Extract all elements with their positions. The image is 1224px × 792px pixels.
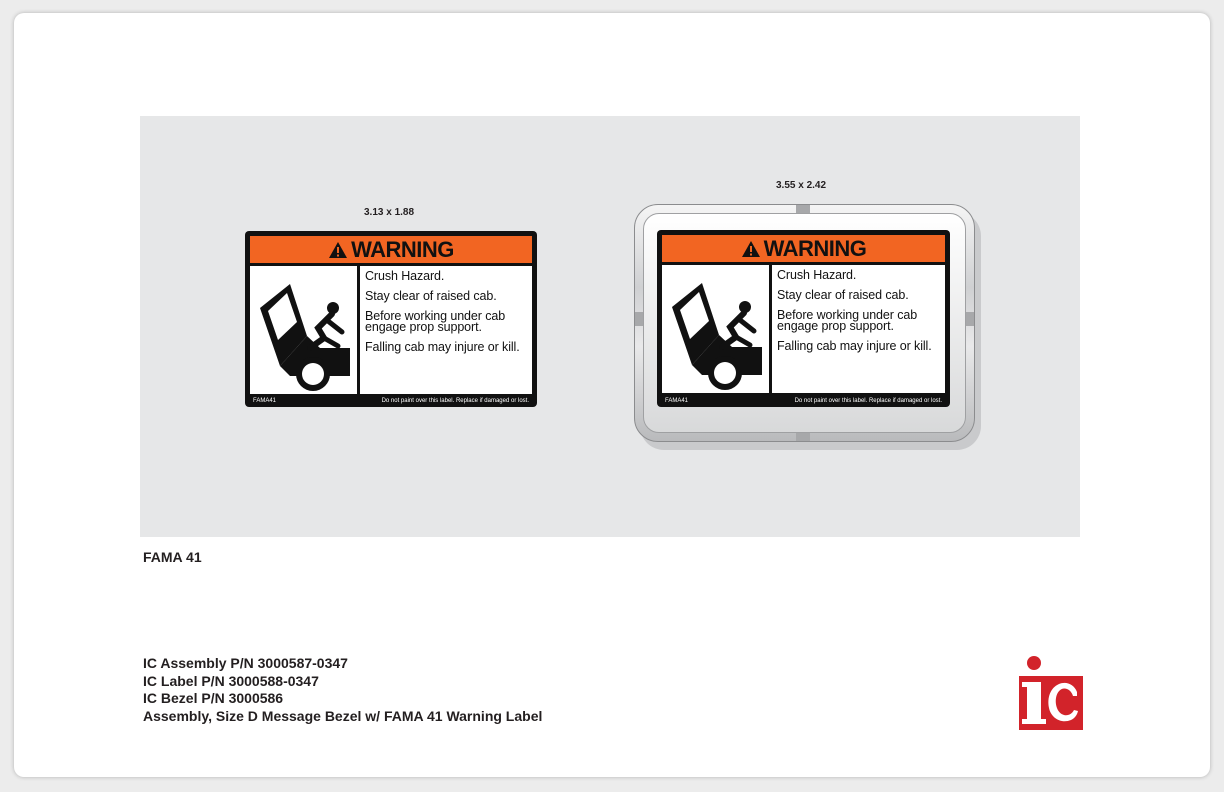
crush-hazard-icon [250, 266, 357, 394]
bezel-notch-top [796, 205, 810, 213]
label-code: FAMA41 [253, 398, 277, 404]
warning-line-4: Falling cab may injure or kill. [777, 339, 932, 353]
warning-header-text: WARNING [351, 236, 454, 262]
warning-line-4: Falling cab may injure or kill. [365, 340, 520, 354]
warning-label-plain [245, 231, 537, 407]
assembly-part-number: IC Assembly P/N 3000587-0347 [143, 655, 348, 671]
label-code: FAMA41 [665, 398, 689, 404]
label-footer [253, 397, 529, 405]
label-part-number: IC Label P/N 3000588-0347 [143, 672, 319, 689]
crush-hazard-icon [662, 265, 769, 393]
ic-logo-icon [1019, 656, 1083, 730]
ic-logo [1019, 656, 1083, 730]
warning-header-text: WARNING [763, 235, 867, 261]
product-caption: FAMA 41 [143, 549, 202, 565]
warning-text-block [360, 266, 532, 394]
bezel-part-number: IC Bezel P/N 3000586 [143, 690, 284, 706]
warning-line-1: Crush Hazard. [777, 268, 857, 282]
warning-line-3: Before working under cab engage prop support. [777, 308, 918, 333]
label-footer-note: Do not paint over this label. Replace if damaged or lost. [794, 398, 942, 404]
label-footer-note: Do not paint over this label. Replace if damaged or lost. [381, 398, 529, 404]
bezel-notch-bottom [796, 433, 810, 441]
label-footer [665, 397, 942, 405]
dimension-left: 3.13 x 1.88 [364, 207, 415, 218]
warning-triangle-icon [741, 240, 761, 258]
warning-line-3: Before working under cab engage prop support. [365, 309, 506, 334]
bezel-notch-right [966, 312, 974, 326]
warning-text-block [772, 265, 945, 393]
crush-hazard-pictogram [250, 266, 357, 394]
warning-line-2: Stay clear of raised cab. [777, 288, 909, 302]
dimension-right: 3.55 x 2.42 [776, 180, 827, 191]
warning-header [250, 236, 532, 263]
warning-line-1: Crush Hazard. [365, 269, 445, 283]
warning-label-bezel [657, 230, 950, 407]
part-numbers-block [143, 655, 542, 725]
warning-header [662, 235, 945, 262]
bezel-notch-left [635, 312, 643, 326]
warning-triangle-icon [328, 241, 348, 259]
assembly-description: Assembly, Size D Message Bezel w/ FAMA 41 Warning Label [143, 707, 543, 724]
warning-line-2: Stay clear of raised cab. [365, 289, 497, 303]
crush-hazard-pictogram [662, 265, 769, 393]
